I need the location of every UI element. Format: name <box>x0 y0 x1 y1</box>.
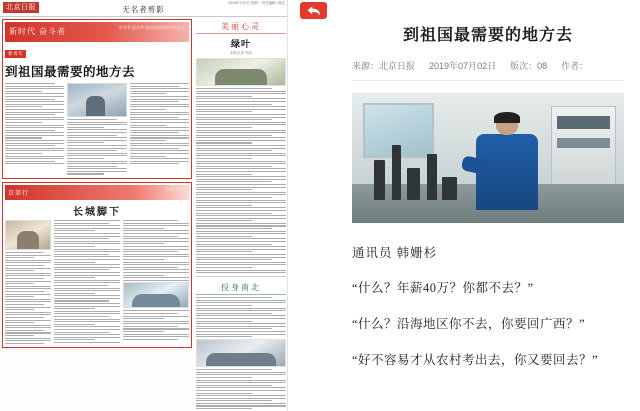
newspaper-column-main <box>2 19 192 348</box>
back-arrow-icon <box>306 5 322 17</box>
back-button[interactable] <box>300 2 327 19</box>
newspaper-section-tag: 新青年 <box>5 50 26 58</box>
newspaper-headline-block[interactable] <box>2 19 192 179</box>
article-page: 版次：08 <box>510 61 548 71</box>
article-author-label: 作者： <box>561 61 589 71</box>
newspaper-masthead-meta: 2019年7月2日 星期二 责任编辑 / 版式 <box>228 1 285 5</box>
banner-right-label: 毕业季 就业季 到祖国最需要的地方去 <box>118 25 185 30</box>
article-pane <box>336 0 640 411</box>
side-article-title: 绿叶 <box>230 39 251 49</box>
side-article-byline: 本报记者 李岩 <box>229 51 253 55</box>
article-paragraph: “什么？年薪40万？你都不去？” <box>352 281 534 295</box>
article-date: 2019年07月02日 <box>429 61 497 71</box>
photo-instrument-rack <box>551 106 616 187</box>
newspaper-side-section-2[interactable] <box>196 280 286 411</box>
newspaper-photo <box>123 282 189 308</box>
newspaper-text-column <box>54 220 120 345</box>
newspaper-photo <box>67 83 126 117</box>
newspaper-headline-title: 到祖国最需要的地方去 <box>5 65 136 79</box>
newspaper-headline-columns <box>5 83 189 176</box>
newspaper-column-side <box>196 19 286 411</box>
article-paragraph: “什么？沿海地区你不去，你要回广西？” <box>352 317 586 331</box>
article-author-line: 通讯员 韩姗杉 <box>352 246 438 260</box>
newspaper-photo <box>196 58 286 86</box>
newspaper-photo <box>5 220 51 250</box>
newspaper-photo <box>196 339 286 367</box>
article-photo <box>352 93 624 223</box>
newspaper-second-side-column <box>123 220 189 345</box>
newspaper-text-column <box>5 83 64 176</box>
article-title: 到祖国最需要的地方去 <box>402 27 573 44</box>
newspaper-second-block[interactable] <box>2 182 192 348</box>
second-banner-left-label: 京郊行 <box>8 191 30 198</box>
newspaper-logo: 北京日报 <box>3 2 39 13</box>
newspaper-photo-column <box>67 83 126 176</box>
newspaper-second-columns <box>5 220 189 345</box>
newspaper-second-photo-column <box>5 220 51 345</box>
article-meta <box>352 59 624 81</box>
divider <box>196 276 286 277</box>
newspaper-headline-banner <box>5 22 189 42</box>
banner-left-label: 新时代 奋斗者 <box>9 27 66 36</box>
photo-researcher <box>472 114 543 210</box>
newspaper-section-title: 无名者剪影 <box>122 5 165 14</box>
second-banner-right-label: 走基层 访民情 <box>164 187 186 192</box>
article-paragraph: “好不容易才从农村考出去，你又要回去？” <box>352 353 599 367</box>
newspaper-page-scan[interactable] <box>0 0 288 411</box>
newspaper-masthead <box>0 0 287 17</box>
newspaper-second-banner <box>5 185 189 200</box>
newspaper-text-column <box>130 83 189 176</box>
newspaper-body <box>0 17 287 411</box>
side-section-header: 投身南北 <box>196 280 286 295</box>
photo-optical-setup <box>374 142 466 199</box>
newspaper-second-title: 长城脚下 <box>73 207 121 219</box>
side-section-header: 美丽心灵 <box>196 19 286 34</box>
article-source: 来源：北京日报 <box>352 61 416 71</box>
newspaper-side-section-1[interactable] <box>196 19 286 277</box>
